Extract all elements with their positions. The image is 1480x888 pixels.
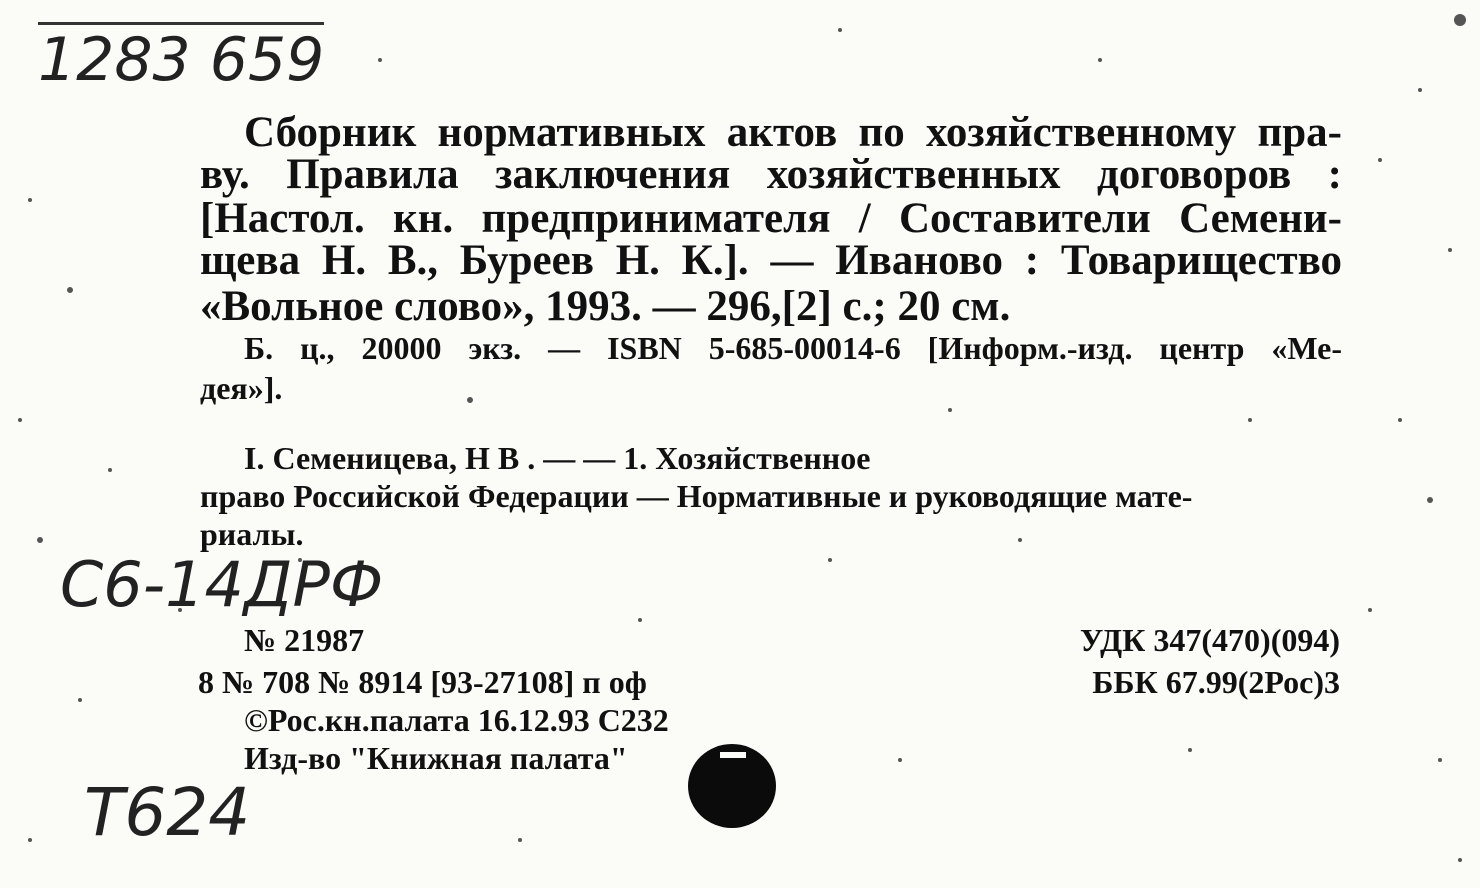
bbk-code: ББК 67.99(2Рос)3 [1092,664,1340,700]
title-line: щева Н. В., Буреев Н. К.]. — Иваново : Товарищество [200,237,1342,284]
pub-notes-line: Б. ц., 20000 экз. — ISBN 5-685-00014-6 [Информ.-изд. центр «Ме- [244,330,1342,366]
pub-notes-line: дея»]. [200,370,283,406]
title-line: «Вольное слово», 1993. — 296,[2] с.; 20 см. [200,283,1011,330]
footer-left-line: 8 № 708 № 8914 [93-27108] п оф [198,664,647,700]
handwritten-bottom-code: T624 [84,774,251,851]
title-line: Сборник нормативных актов по хозяйственному пра- [244,109,1342,156]
title-line: ву. Правила заключения хозяйственных договоров : [200,151,1342,198]
subject-line: I. Семеницева, Н В . — — 1. Хозяйственное [244,440,871,476]
handwritten-shelf-mark: C6-14ДРФ [60,548,384,621]
title-line: [Настол. кн. предпринимателя / Составители Семени- [200,195,1342,242]
udk-code: УДК 347(470)(094) [1079,622,1340,658]
subject-line: риалы. [200,516,304,552]
subject-line: право Российской Федерации — Нормативные и руководящие мате- [200,478,1193,514]
handwritten-top-number: 1283 659 [38,22,324,95]
footer-left-line: № 21987 [244,622,365,658]
footer-left-line: Изд-во "Книжная палата" [244,740,628,776]
footer-left-line: ©Рос.кн.палата 16.12.93 С232 [244,702,669,738]
